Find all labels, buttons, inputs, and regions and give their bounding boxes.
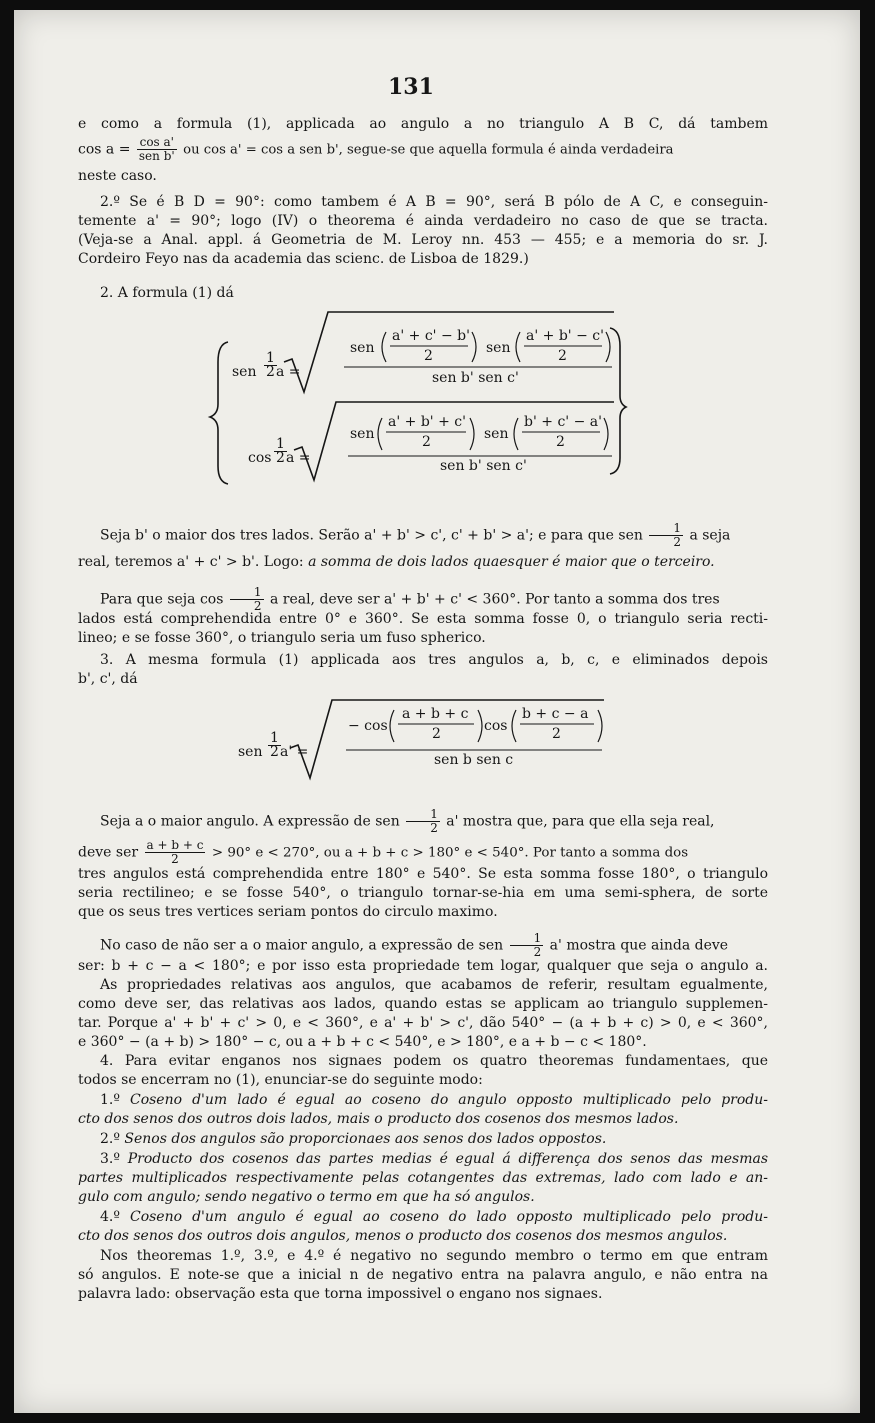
closing-line-2: só angulos. E note-se que a inicial n de negativo entra na palavra angulo, e não entra na: [78, 1267, 768, 1283]
two-label: 2: [556, 434, 565, 450]
body1-line-5: lineo; e se fosse 360°, o triangulo seria um fuso spherico.: [78, 630, 486, 646]
page-number: 131: [388, 74, 434, 100]
half-fraction-3: $\frac{1}{2}$: [270, 730, 279, 760]
minus-cos: − cos: [348, 718, 388, 734]
body2-line-2b: > 90° e < 270°, ou a + b + c > 180° e < 540°. Por tanto a somma dos: [211, 845, 689, 861]
body3-line-4: como deve ser, das relativas aos lados, quando estas se applicam ao triangulo supplemen-: [78, 996, 768, 1012]
sen-label: sen: [484, 426, 509, 442]
half-fraction: $\frac{1}{2}$: [230, 586, 264, 613]
two-label: 2: [424, 348, 433, 364]
theorem-3-line-2: partes multiplicados respectivamente pelas cotangentes das extremas, lado com lado e an-: [78, 1170, 768, 1186]
body3-line-5: tar. Porque a' + b' + c' > 0, e < 360°, e a' + b' > c', dão 540° − (a + b + c) > 0, e < 360°,: [78, 1015, 768, 1031]
book-page: [14, 10, 860, 1413]
numerator-1b: a' + b' − c': [526, 328, 604, 344]
fraction-numerator: cos a': [137, 136, 177, 150]
theorem-1-line-2: cto dos senos dos outros dois lados, mais o producto dos cosenos dos mesmos lados.: [78, 1111, 679, 1127]
lhs-var-2: a =: [286, 450, 311, 466]
section3-line-2: b', c', dá: [78, 671, 138, 687]
body2-line-3: tres angulos está comprehendida entre 180° e 540°. Se esta somma fosse 180°, o triangulo: [78, 866, 768, 882]
body1-line-2a: real, teremos a' + c' > b'. Logo:: [78, 554, 304, 570]
denominator-1: sen b' sen c': [432, 370, 519, 386]
lhs-var-3: a' =: [280, 744, 309, 760]
half-fraction-1: $\frac{1}{2}$: [266, 350, 275, 380]
denominator-2: sen b' sen c': [440, 458, 527, 474]
para2-line-4: Cordeiro Feyo nas da academia das scienc. de Lisboa de 1829.): [78, 251, 529, 267]
two-label: 2: [558, 348, 567, 364]
numerator-b-c-a: b + c − a: [522, 706, 589, 722]
closing-line-3: palavra lado: observação esta que torna impossivel o engano nos signaes.: [78, 1286, 603, 1302]
body3-line-3: As propriedades relativas aos angulos, que acabamos de referir, resultam egualmente,: [100, 977, 768, 993]
body2-line-5: que os seus tres vertices seriam pontos do circulo maximo.: [78, 904, 498, 920]
numerator-2a: a' + b' + c': [388, 414, 466, 430]
half-fraction: $\frac{1}{2}$: [406, 808, 440, 835]
theorem-2: 2.º Senos dos angulos são proporcionaes aos senos dos lados oppostos.: [100, 1131, 607, 1147]
cos-a-label: cos a =: [78, 141, 131, 158]
sen-label: sen: [350, 340, 375, 356]
body2-line-2: [78, 839, 768, 866]
section4-line-2: todos se encerram no (1), enunciar-se do seguinte modo:: [78, 1072, 483, 1088]
body1-line-4: lados está comprehendida entre 0° e 360°. Se esta somma fosse 0, o triangulo seria recti-: [78, 611, 768, 627]
two-label: 2: [432, 726, 441, 742]
body3-line-1: [78, 932, 768, 959]
body2-line-1b: a' mostra que, para que ella seja real,: [446, 813, 715, 830]
body2-line-1: [78, 808, 768, 835]
para2-line-1: 2.º Se é B D = 90°: como tambem é A B = 90°, será B pólo de A C, e conseguin-: [100, 194, 768, 210]
body2-line-2a: deve ser: [78, 844, 139, 861]
theorem-4-line-1: 4.º Coseno d'um angulo é egual ao coseno do lado opposto multiplicado pelo produ-: [100, 1209, 768, 1225]
closing-line-1: Nos theoremas 1.º, 3.º, e 4.º é negativo no segundo membro o termo em que entram: [100, 1248, 768, 1264]
two-label: 2: [552, 726, 561, 742]
body1-line-1b: a seja: [689, 527, 731, 544]
body3-line-1b: a' mostra que ainda deve: [549, 937, 729, 954]
numerator-1a: a' + c' − b': [392, 328, 470, 344]
fraction: $\frac{a + b + c}{2}$: [146, 838, 204, 866]
theorem-4-line-2: cto dos senos dos outros dois angulos, menos o producto dos cosenos dos mesmos angulos.: [78, 1228, 728, 1244]
body2-line-4: seria rectilineo; e se fosse 540°, o triangulo tornar-se-hia em uma semi-sphera, de sorte: [78, 885, 768, 901]
denominator-3: sen b sen c: [434, 752, 514, 768]
fraction-denominator: sen b': [138, 149, 175, 163]
sen-label: sen: [350, 426, 375, 442]
body3-line-1a: No caso de não ser a o maior angulo, a expressão de sen: [100, 937, 504, 954]
numerator-a-b-c: a + b + c: [402, 706, 469, 722]
half-fraction: $\frac{1}{2}$: [649, 522, 683, 549]
body1-line-2b: a somma de dois lados quaesquer é maior que o terceiro.: [308, 554, 715, 570]
section-2-heading: 2. A formula (1) dá: [100, 285, 234, 301]
sen-lhs: sen: [238, 744, 263, 760]
numerator-2b: b' + c' − a': [524, 414, 602, 430]
theorem-1-line-1: 1.º Coseno d'um lado é egual ao coseno do angulo opposto multiplicado pelo produ-: [100, 1092, 768, 1108]
two-label: 2: [422, 434, 431, 450]
body3-line-6: e 360° − (a + b) > 180° − c, ou a + b + c < 540°, e > 180°, e a + b − c < 180°.: [78, 1034, 647, 1050]
body1-line-1a: Seja b' o maior dos tres lados. Serão a' + b' > c', c' + b' > a'; e para que sen: [100, 527, 643, 544]
half-fraction-2: $\frac{1}{2}$: [276, 436, 285, 466]
sin-half-lhs: sen: [232, 364, 257, 380]
section4-line-1: 4. Para evitar enganos nos signaes podem os quatro theoremas fundamentaes, que: [100, 1053, 768, 1069]
theorem-3-line-1: 3.º Producto dos cosenos das partes medias é egual á differença dos senos das mesmas: [100, 1151, 769, 1167]
cos-half-lhs: cos: [248, 450, 272, 466]
intro-line-3: neste caso.: [78, 168, 157, 184]
para2-line-3: (Veja-se a Anal. appl. á Geometria de M. Leroy nn. 453 — 455; e a memoria do sr. J.: [78, 232, 768, 248]
theorem-3-line-3: gulo com angulo; sendo negativo o termo em que ha só angulos.: [78, 1189, 535, 1205]
cos-label: cos: [484, 718, 508, 734]
body1-line-3b: a real, deve ser a' + b' + c' < 360°. Por tanto a somma dos tres: [269, 591, 720, 608]
para2-line-2: temente a' = 90°; logo (IV) o theorema é ainda verdadeiro no caso de que se tracta.: [78, 213, 768, 229]
body2-line-1a: Seja a o maior angulo. A expressão de sen: [100, 813, 400, 830]
section3-line-1: 3. A mesma formula (1) applicada aos tres angulos a, b, c, e eliminados depois: [100, 652, 768, 668]
intro-line-2-rest: ou cos a' = cos a sen b', segue-se que aquella formula é ainda verdadeira: [183, 142, 674, 158]
lhs-var-1: a =: [276, 364, 301, 380]
sen-label: sen: [486, 340, 511, 356]
half-fraction: $\frac{1}{2}$: [510, 932, 544, 959]
body1-line-3a: Para que seja cos: [100, 591, 224, 608]
intro-line-1: e como a formula (1), applicada ao angulo a no triangulo A B C, dá tambem: [78, 116, 768, 132]
body3-line-2: ser: b + c − a < 180°; e por isso esta propriedade tem logar, qualquer que seja o angulo a.: [78, 958, 768, 974]
